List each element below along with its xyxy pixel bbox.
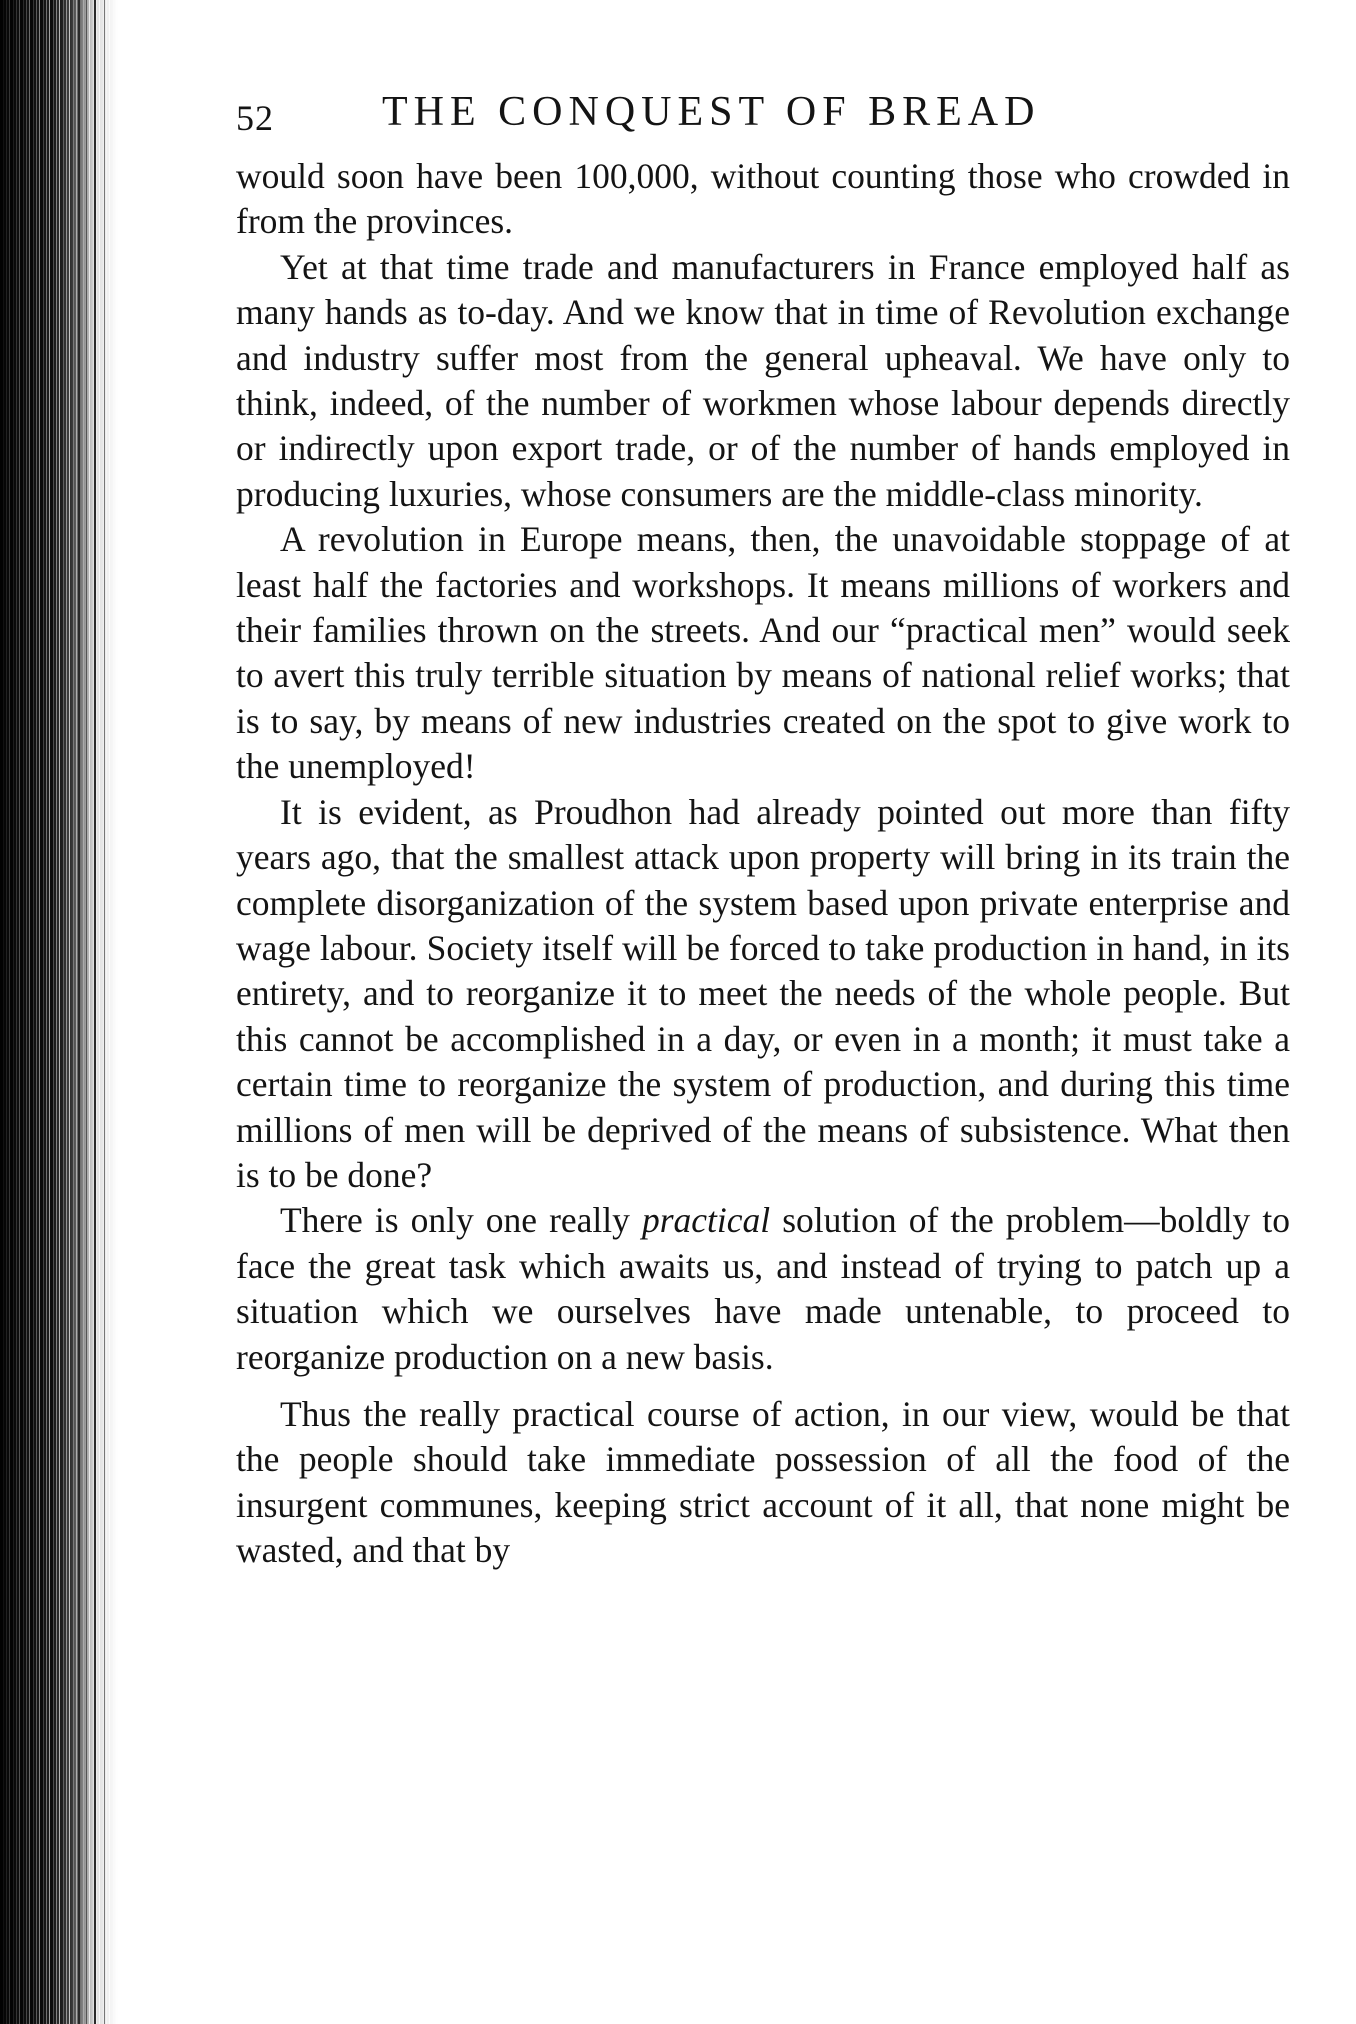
binding-line: [94, 0, 96, 2024]
running-head: [236, 84, 1290, 140]
binding-line: [78, 0, 80, 2024]
binding-line: [86, 0, 87, 2024]
paragraph-5: [236, 1198, 1290, 1380]
italic-emphasis: practical: [641, 1200, 771, 1241]
paragraph-5-end: solution of the problem—boldly to face the great task which awaits us, and instead of trying to patch up a situation which we ourselves have made untenable, to proceed to reorganize production on a new basis.: [236, 1200, 1290, 1377]
book-page: [236, 84, 1290, 1574]
binding-line: [104, 0, 105, 2024]
page-binding-shadow: [0, 0, 118, 2024]
paragraph-2: Yet at that time trade and manufacturers in France employed half as many hands as to-day. And we know that in time of Revolution exchange and industry suffer most from the general upheaval. We have only to think, indeed, of the number of workmen whose labour depends directly or indirectly upon export trade, or of the number of hands employed in producing luxuries, whose consumers are the middle-class minority.: [236, 246, 1290, 514]
body-text: [236, 154, 1290, 1574]
paragraph-4: It is evident, as Proudhon had already pointed out more than fifty years ago, that the smallest attack upon property will bring in its train the complete disorganization of the system based upon private enterprise and wage labour. Society itself will be forced to take production in hand, in its entirety, and to reorganize it to meet the needs of the whole people. But this cannot be accomplished in a day, or even in a month; it must take a certain time to reorganize the system of production, and during this time millions of men will be deprived of the means of subsistence. What then is to be done?: [236, 791, 1290, 1195]
paragraph-3: A revolution in Europe means, then, the unavoidable stoppage of at least half the factories and workshops. It means millions of workers and their families thrown on the streets. And our “practical men” would seek to avert this truly terrible situation by means of national relief works; that is to say, by means of new industries created on the spot to give work to the unemployed!: [236, 519, 1290, 787]
book-title: THE CONQUEST OF BREAD: [382, 89, 1041, 135]
paragraph-5-start: There is only one really: [280, 1200, 642, 1241]
paragraph-6: Thus the really practical course of action, in our view, would be that the people should take immediate possession of all the food of the insurgent communes, keeping strict account of it all, that none might be wasted, and that by: [236, 1393, 1290, 1571]
page-number: 52: [236, 98, 274, 138]
paragraph-1: would soon have been 100,000, without counting those who crowded in from the provinces.: [236, 156, 1290, 242]
